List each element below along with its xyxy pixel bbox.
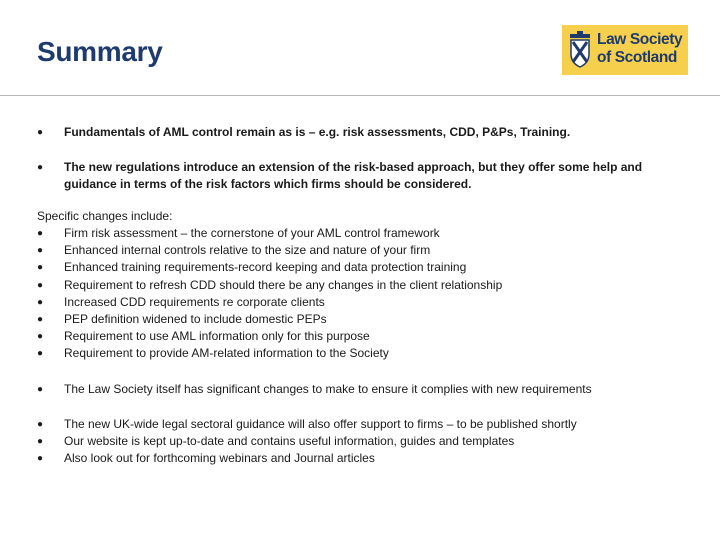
list-item [37,311,502,328]
list-item [37,450,577,467]
list-item [37,225,502,242]
list-item [37,294,502,311]
law-society-logo [562,25,688,75]
bullet-icon: ● [37,245,44,257]
bullet-icon: ● [37,453,44,465]
crest-icon [567,30,593,70]
bullet-icon: ● [37,436,44,448]
list-item-text: Enhanced internal controls relative to the size and nature of your firm [64,243,431,258]
list-item-text: Requirement to use AML information only for this purpose [64,329,370,344]
bullet-icon: ● [37,279,44,291]
list-item [37,259,502,276]
list-item [37,345,502,362]
intro-bullet-text: Fundamentals of AML control remain as is – e.g. risk assessments, CDD, P&Ps, Training. [64,125,571,139]
bullet-icon: ● [37,228,44,239]
logo-line-1: Law Society [597,31,683,48]
list-item [37,277,502,294]
bullet-icon: ● [37,419,44,430]
page-title: Summary [37,36,163,67]
bullet-icon: ● [37,127,44,138]
list-item-text: Requirement to refresh CDD should there be any changes in the client relationship [64,277,503,292]
list-item-text: Increased CDD requirements re corporate clients [64,294,325,309]
bullet-icon: ● [37,162,44,173]
list-item-text: The new UK-wide legal sectoral guidance will also offer support to firms – to be published shortly [64,417,577,431]
list-item [37,416,577,433]
list-item [37,328,502,345]
specific-changes-heading: Specific changes include: [37,209,173,223]
list-item-text: Enhanced training requirements-record keeping and data protection training [64,260,467,275]
list-item-text: Also look out for forthcoming webinars and Journal articles [64,451,375,466]
closing-list [37,416,577,468]
bullet-icon: ● [37,384,44,395]
bullet-icon: ● [37,296,44,308]
logo-text [597,31,682,67]
bullet-icon: ● [37,348,44,360]
list-item-text: PEP definition widened to include domestic PEPs [64,312,327,327]
logo-line-2: of Scotland [597,49,677,66]
list-item [37,242,502,259]
society-bullet [37,381,664,398]
header-divider [0,95,720,96]
list-item-text: Our website is kept up-to-date and contains useful information, guides and templates [64,434,515,449]
list-item [37,433,577,450]
list-item-text: Requirement to provide AM-related information to the Society [64,346,389,361]
bullet-icon: ● [37,314,44,326]
bullet-icon: ● [37,262,44,274]
society-bullet-text: The Law Society itself has significant changes to make to ensure it complies with new requirements [64,382,592,396]
intro-bullet-text: The new regulations introduce an extension of the risk-based approach, but they offer some help and guidance in terms of the risk factors which firms should be considered. [64,160,643,191]
bullet-icon: ● [37,331,44,343]
intro-bullet [37,124,664,141]
intro-bullet [37,159,654,193]
specific-changes-list [37,225,502,363]
list-item-text: Firm risk assessment – the cornerstone of your AML control framework [64,226,440,240]
